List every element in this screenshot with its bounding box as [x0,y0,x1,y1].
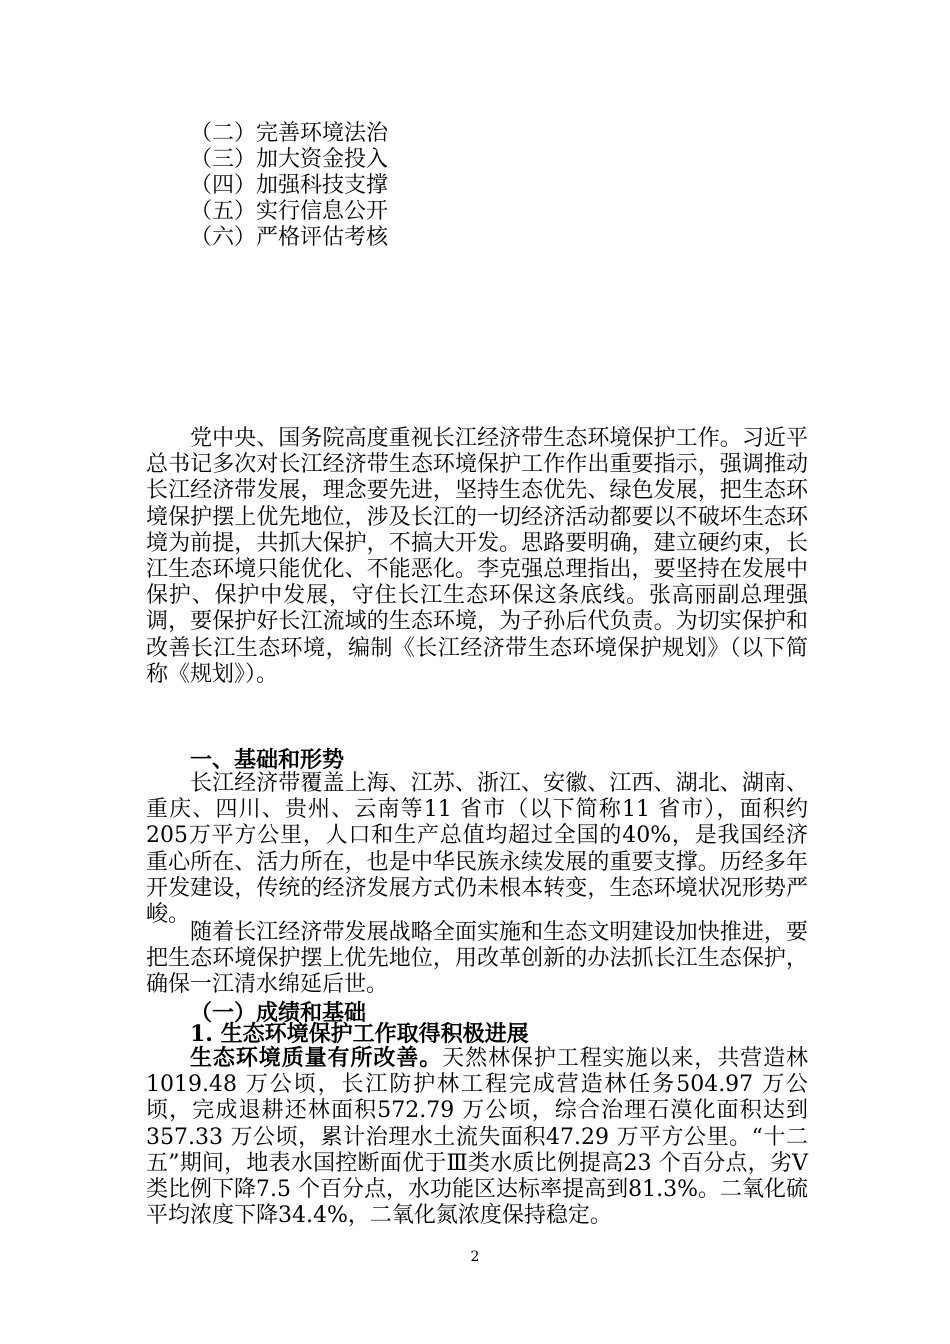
section-heading: 一、基础和形势 [190,747,345,773]
paragraph-body: 天然林保护工程实施以来，共营造林1019.48 万公顷，长江防护林工程完成营造林任务504.97 万公顷，完成退耕还林面积572.79 万公顷，综合治理石漠化面积达到357.33 万公顷，累计治理水土流失面积47.29 万平方公里。“十二五”期间，地表水国控断面优于Ⅲ类水质比例提高23 个百分点，劣Ⅴ类比例下降7.5 个百分点，水功能区达标率提高到81.3%。二氧化硫平均浓度下降34.4%，二氧化氮浓度保持稳定。 [146,1046,808,1229]
body-paragraph: 长江经济带覆盖上海、江苏、浙江、安徽、江西、湖北、湖南、重庆、四川、贵州、云南等11 省市（以下简称11 省市），面积约205万平方公里，人口和生产总值均超过全国的40%，是我国经济重心所在、活力所在，也是中华民族永续发展的重要支撑。历经多年开发建设，传统的经济发展方式仍未根本转变，生态环境状况形势严峻。 [146,771,808,928]
body-paragraph: 随着长江经济带发展战略全面实施和生态文明建设加快推进，要把生态环境保护摆上优先地位，用改革创新的办法抓长江生态保护，确保一江清水绵延后世。 [146,920,808,998]
body-paragraph [146,1045,808,1229]
toc-item: （六）严格评估考核 [190,225,389,250]
toc-item: （四）加强科技支撑 [190,173,389,198]
table-of-contents [190,121,590,251]
toc-item: （二）完善环境法治 [190,121,389,146]
page-number: 2 [470,1249,480,1265]
subsection-heading: （一）成绩和基础 [190,1000,367,1026]
subsubsection-heading: 1. 生态环境保护工作取得积极进展 [190,1021,529,1047]
toc-item: （五）实行信息公开 [190,199,389,224]
intro-paragraph: 党中央、国务院高度重视长江经济带生态环境保护工作。习近平总书记多次对长江经济带生态环境保护工作作出重要指示，强调推动长江经济带发展，理念要先进，坚持生态优先、绿色发展，把生态环境保护摆上优先地位，涉及长江的一切经济活动都要以不破坏生态环境为前提，共抓大保护，不搞大开发。思路要明确，建立硬约束，长江生态环境只能优化、不能恶化。李克强总理指出，要坚持在发展中保护、保护中发展，守住长江生态环保这条底线。张高丽副总理强调，要保护好长江流域的生态环境，为子孙后代负责。为切实保护和改善长江生态环境，编制《长江经济带生态环境保护规划》（以下简称《规划》）。 [146,426,808,687]
paragraph-lead: 生态环境质量有所改善。 [190,1045,443,1071]
toc-item: （三）加大资金投入 [190,147,389,172]
